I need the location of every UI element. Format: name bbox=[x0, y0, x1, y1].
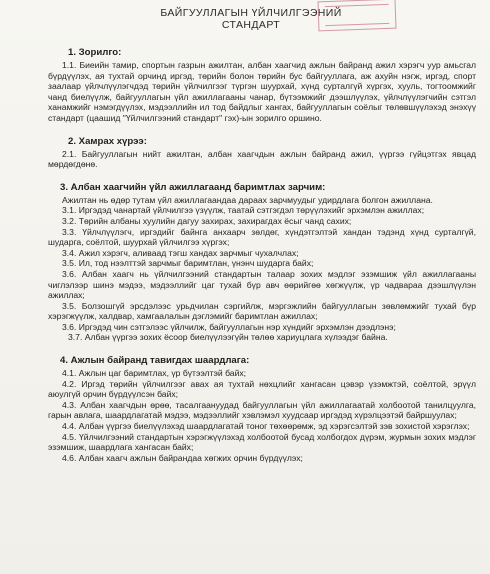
section-purpose bbox=[48, 47, 476, 124]
section-principles bbox=[48, 182, 476, 343]
section-requirements bbox=[48, 355, 476, 463]
document-title: БАЙГУУЛЛАГЫН ҮЙЛЧИЛГЭЭНИЙ bbox=[160, 7, 342, 19]
section-heading: 3. Албан хаагчийн үйл ажиллагаанд баримтлах зарчим: bbox=[60, 181, 326, 193]
list-item: 4.5. Үйлчилгээний стандартын хэрэгжүүлэхэд холбоотой бусад холбогдох дүрэм, журмын зохих мэдлэг эзэмшиж, шаардлага хангасан байх; bbox=[48, 431, 476, 453]
title-block bbox=[26, 7, 476, 31]
list-item: 3.5. Болзошгүй эрсдэлээс урьдчилан сэргийлж, мэргэжлийн байгууллагын зөвлөмжийг тухай бүр хэрэгжүүлж, халдвар, хамгаалалын дэглэмийг баримтлан ажиллах; bbox=[48, 300, 476, 322]
section-text: 1.1. Биеийн тамир, спортын газрын ажилтан, албан хаагчид ажлын байранд ажил хэрэгч уур амьсгал бүрдүүлэх, ая тухтай орчинд иргэд, төрийн болон төрийн бус байгууллага, аж ахуйн нэгж, иргэд, спорт заалаар үйлчлүүлэгчдэд төрийн үйлчилгээг түргэн шуурхай, хүнд сурталгүй хүргэх, хууль, тогтоомжийг чанд биелүүлж, байгууллагын үйл ажиллагааны чанар, бүтээмжийг дээшлүүлэх, үйлчлүүлэгчийн сэтгэл ханамжийг нэмэгдүүлэх, мэдээллийн ил тод байдлыг хангах, байгууллагын соёлыг төлөвшүүлэхэд энэхүү стандарт (цаашид "Үйлчилгээний стандарт" гэх)-ын зорилго оршино. bbox=[48, 60, 476, 123]
list-item: 3.3. Үйлчлүүлэгч, иргэдийг байнга анхаарч зөлдөг, хүндэтгэлтэй хандан тэдэнд хүнд сурталгүй, шударга, соёлтой, шуурхай үйлчилгээ хүргэх; bbox=[48, 226, 476, 248]
list-item: 4.6. Албан хаагч ажлын байрандаа хөгжих орчин бүрдүүлэх; bbox=[62, 452, 303, 463]
list-item: 3.5. Ил, тод нээлттэй зарчмыг баримтлан, үнэнч шударга байх; bbox=[62, 258, 314, 269]
list-item: 3.6. Албан хаагч нь үйлчилгээний стандартын талаар зохих мэдлэг эзэмшиж үйл ажиллагааны чиглэлээр шинэ мэдээ, мэдээллийг цаг тухай бүр авч өөрийгөө хөгжүүлж, үр чадвараа дээшлүүлэн ажиллах; bbox=[48, 268, 476, 301]
section-text: 2.1. Байгууллагын нийт ажилтан, албан хаагчдын ажлын байранд ажил, үүргээ гүйцэтгэх явцад мөрдөгдөнө. bbox=[48, 148, 476, 170]
list-item: 3.2. Төрийн албаны хуулийн дагуу захирах, захирагдах ёсыг чанд сахих; bbox=[62, 215, 352, 226]
list-item: 3.1. Иргэдэд чанартай үйлчилгээ үзүүлж, таатай сэтгэгдэл төрүүлэхийг эрхэмлэн ажиллах; bbox=[62, 205, 425, 216]
list-item: 4.3. Албан хаагчдын өрөө, тасалгаануудад байгууллагын үйл ажиллагаатай холбоотой танилцуулга, гарын авлага, шаардлагатай мэдээ, мэдээллийг хэвлэмэл хуудсаар иргэдэд хүрэлцээтэй байршуулах; bbox=[48, 399, 476, 421]
list-item: 3.7. Албан үүргээ зохих ёсоор биелүүлээгүйн төлөө хариуцлага хүлээдэг байна. bbox=[68, 332, 388, 343]
registration-stamp bbox=[318, 0, 397, 31]
section-scope bbox=[48, 136, 476, 170]
list-item: 4.2. Иргэд төрийн үйлчилгээг авах ая тухтай нөхцлийг хангасан цэвэр үзэмжтэй, соёлтой, эрүүл аюулгүй орчин бүрдүүлсэн байх; bbox=[48, 378, 476, 400]
section-heading: 1. Зорилго: bbox=[68, 47, 122, 58]
section-heading: 2. Хамрах хүрээ: bbox=[68, 135, 147, 147]
list-item: 4.4. Албан үүргээ биелүүлэхэд шаардлагатай тоног төхөөрөмж, эд хэрэгсэлтэй зэв зохистой хэрэглэх; bbox=[62, 421, 470, 432]
list-item: 3.6. Иргэдэд чин сэтгэлээс үйлчилж, байгууллагын нэр хүндийг эрхэмлэн дээдлэнэ; bbox=[62, 321, 396, 332]
section-heading: 4. Ажлын байранд тавигдах шаардлага: bbox=[60, 355, 250, 367]
list-item: 3.4. Ажил хэрэгч, аливаад тэгш хандах зарчмыг чухалчлах; bbox=[62, 247, 299, 258]
list-item: 4.1. Ажлын цаг баримтлах, үр бүтээлтэй байх; bbox=[62, 368, 247, 379]
section-intro: Ажилтан нь өдөр тутам үйл ажиллагаандаа дараах зарчмуудыг удирдлага болгон ажиллана. bbox=[62, 194, 433, 205]
document-subtitle: СТАНДАРТ bbox=[221, 19, 281, 31]
